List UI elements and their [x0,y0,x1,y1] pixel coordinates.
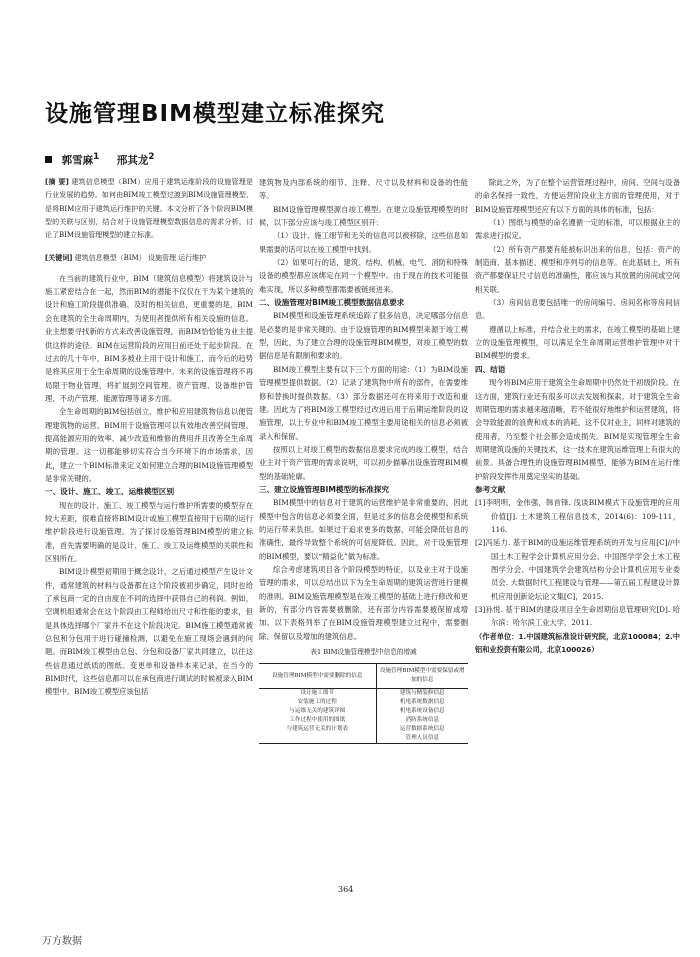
text-column-middle [259,176,468,744]
section-heading: 二、设施管理对BIM竣工模型数据信息要求 [259,298,405,308]
table-cell-remove [259,689,376,744]
list-item: （1）设计、施工细节和无关的信息可以被移除，这些信息如果需要的话可以在竣工模型中找到。 [259,231,468,254]
section-heading: 三、建立设施管理BIM模型的标准探究 [259,484,390,494]
table-header: 设施管理BIM模型中需要删除的信息 [259,664,376,689]
table-cell-line: 与建筑运营无关的计划表 [286,726,349,733]
table-cell-line: 设计施工细节 [300,690,335,697]
reference-item: [3]孙悦. 基于BIM的建设项目全生命周期信息管理研究[D]. 哈尔滨：哈尔滨工业大学，2011. [475,605,680,628]
table-cell-line: 安装施工的过程 [297,699,337,706]
author-name: 郭雪麻 [61,154,94,167]
list-item: （2）如果可行的话，建筑、结构、机械、电气、消防和特殊设备的模型都应该绑定在同一个模型中。由于现在的技术可能很难实现，所以多种模型都需要被链接进来。 [259,258,468,294]
list-item: （1）图纸与模型的命名遵循一定的标准，可以根据业主的需求进行拟定。 [475,218,680,241]
text-column-left [45,176,253,699]
paragraph: BIM模型中的信息对于建筑的运营维护是非常重要的，因此模型中包含的信息必须要全面，但是过多的信息会使模型和系统的运行带来负担。如果过于追求更多的数据，可能会降低信息的准确性，最终导致整个系统的可信度降低。因此，对于设施管理的BIM模型，要以“精益化”做为标准。 [259,498,468,561]
paragraph: 除此之外，为了在整个运营管理过程中，房间、空间与设备的命名保持一致性，方便运营阶段业主方面的管理使用，对于BIM设施管理模型还应有以下方面的具体的标准，包括： [475,178,680,214]
bullet-square-icon [45,156,52,163]
table-cell-line: 运营数据系统信息 [399,726,445,733]
table-cell-line: 建筑与精装修信息 [399,690,445,697]
paragraph: 综合考虑建筑项目各个阶段模型的特征，以及业主对于设施管理的需求，可以总结出以下为全生命周期的建筑运营进行建模的准则。BIM设施管理模型是在竣工模型的基础上进行修改和更新的，有部分内容需要被删除，还有部分内容需要被保留或增加。以下表格列举了在BIM设施管理模型建立过程中，需要删除、保留以及增加的建筑信息。 [259,564,468,641]
author-affiliation: （作者单位：1.中国建筑标准设计研究院，北京100084；2.中铝和业投资有限公司，北京100026） [475,631,680,655]
info-table [259,663,468,744]
keywords [45,252,253,265]
table-cell-line: 管理人员信息 [405,735,440,742]
keywords-label: [关键词] [45,254,73,263]
abstract [45,176,253,242]
table-cell-line: 消防系统信息 [405,717,440,724]
author-line [45,152,155,168]
reference-item: [1]李明明，金伟强，韩首锋. 浅谈BIM模式下设施管理的应用价值[J]. 土木建筑工程信息技术，2014(6)：109-111，116. [475,498,680,534]
table-cell-line: 工作过程中使用的图纸 [289,717,346,724]
table-header: 设施管理BIM模型中需要保留或增加的信息 [376,664,468,689]
section-heading: 四、结语 [475,364,506,374]
paragraph: BIM模型和设施管理系统追踪了很多信息，决定哪部分信息是必要的是非常关键的。由于设施管理的BIM模型来源于竣工模型，因此，为了建立合理的设施管理BIM模型，对竣工模型的数据信息是有限制和要求的。 [259,311,468,361]
table-cell-line: 与运维无关的建筑详图 [289,708,346,715]
abstract-text: 建筑信息模型（BIM）应用于建筑运维阶段的设施管理是行业发展的趋势。如何由BIM竣工模型过渡到BIM设施管理模型，是将BIM应用于建筑运行维护的关键。本文分析了各个阶段BIM模型的关联与区别，结合对于设施管理模型数据信息的需求分析，讨论了BIM设施管理模型的建立标准。 [45,178,254,240]
author-affiliation-mark: 1 [93,152,100,162]
paragraph: 现在的设计、施工、竣工模型与运行维护所需要的模型存在较大差距，很难直接将BIM设计或施工模型直接用于后期的运行维护阶段进行设施管理。为了探讨设施管理BIM模型的建立标准，首先需要明确的是设计、施工、竣工及运维模型的关联性和区别所在。 [45,500,253,563]
table-cell-line: 机电系统数据信息 [399,699,445,706]
list-item: （2）所有资产都要有能被标识出来的信息，包括：资产的制造商、基本描述、模型和序列号的信息等。在此基础上，所有资产都要保证尺寸信息的准确性，都应该与其放置的房间或空间相关联。 [475,244,680,294]
abstract-label: [摘 要] [45,178,69,186]
references-heading: 参考文献 [475,484,506,494]
paragraph: 在当前的建筑行业中，BIM（建筑信息模型）将建筑设计与施工紧密结合在一起，然而BIM的潜能不仅仅在于为某个建筑的设计和施工阶段提供准确、及时的相关信息，更重要的是，BIM会在建筑的全生命周期内，为使用者提供所有相关设施的信息。业主想要寻找新的方式来改善设施管理，而BIM恰恰能为业主提供这样的途径。BIM在运营阶段的应用日前还处于起步阶段。在过去的几十年中，BIM多被业主用于设计和施工，而今后的趋势是将其应用于全生命周期的设施管理中。未来的设施管理将不再局限于物业管理，将扩展到空间管理、资产管理、设备维护管理、不动产管理、能源管理等诸多方面。 [45,273,253,403]
paragraph: 按照以上对竣工模型的数据信息要求完成的竣工模型，结合业主对于资产管理的需求说明，可以初步描摹出设施管理BIM模型的基础轮廓。 [259,444,468,481]
paragraph: 现今将BIM应用于建筑全生命周期中仍然处于初级阶段。在这方面，建筑行业还有很多可以去发展和探索。对于建筑全生命周期管理的需求越来越清晰，若不能很好地维护和运营建筑，将会导致能源的浪费和成本的消耗。这不仅对业主，同样对建筑的使用者，乃至整个社会都会造成损失。BIM是实现管理全生命周期建筑设施的关键技术，这一技术在建筑运维管理上有很大的前景。具备合理性的设施管理BIM模型，能够为BIM在运行维护阶段发挥作用奠定坚实的基础。 [475,378,680,481]
list-item: （3）房间信息要包括唯一的房间编号、房间名称等房间信息。 [475,298,680,321]
paragraph: BIM设施管理模型源自竣工模型。在建立设施管理模型的时候，以下部分应该与竣工模型区别开： [259,204,468,228]
paragraph: 建筑物及内部系统的细节、注释、尺寸以及材料和设备的性能等。 [259,178,468,201]
paragraph: BIM竣工模型主要有以下三个方面的用途：（1）为BIM设施管理模型提供数据。（2）记录了建筑物中所有的部件，在需要维修和替换时提供数据。（3）部分数据还可在将来用于改造和重建。因此为了将BIM竣工模型经过改进后用于后期运维阶段的设施管理，以上专业中和BIM竣工模型主要用途相关的信息必须被录入和保留。 [259,364,468,441]
table-row [259,689,468,744]
paragraph: BIM设计模型初期用于概念设计，之后通过模型产生设计文件，通常建筑的材料与设备都在这个阶段被初步确定，同时也给了承包商一定的自由度在不同的选择中获得自己的利润。例如，空调机组通常会在这个阶段由工程师给出尺寸和性能的要求，但是具体选择哪个厂家并不在这个阶段决定。BIM施工模型通常被总包和分包用于进行碰撞检测，以避免在施工现场会遇到的问题。而BIM竣工模型由总包、分包和设备厂家共同建立，以往这些信息通过纸质的图纸、变更单和设备样本来记录，在当今的BIM时代，这些信息都可以在承包商进行调试的时候被录入BIM模型中。BIM竣工模型应该包括 [45,567,253,697]
footer-watermark: 万方数据 [42,936,82,947]
author-affiliation-mark: 2 [148,152,155,162]
author-name: 邢其龙 [116,154,149,167]
page-number: 364 [338,885,354,894]
section-heading: 一、设计、施工、竣工、运维模型区别 [45,487,175,497]
paragraph: 全生命周期的BIM包括创立、维护和应用建筑物信息以便管理建筑物的运营。BIM用于设施管理可以有效地改善空间管理、提高能源应用的效率、减少改造和维修的费用并且改善全生命周期的管理。这一切都能够切实符合当今环境下的市场需求，因此，建立一个BIM标准来定义如何建立合理的BIM设施管理模型是非常关键的。 [45,407,253,483]
reference-item: [2]冯延力. 基于BIM的设施运维管理系统的开发与应用[C]//中国土木工程学会计算机应用分会、中国图学学会土木工程图学分会、中国建筑学会建筑结构分会计算机应用专业委员会. 大数据时代工程建设与管理——第五届工程建设计算机应用创新论坛论文集[C]，2015. [475,538,680,601]
table-cell-keep [376,689,468,744]
paragraph: 遵循以上标准，并结合业主的需求，在竣工模型的基础上建立的设施管理模型，可以满足全生命周期运营维护管理中对于BIM模型的要求。 [475,324,680,361]
page-title: 设施管理BIM模型建立标准探究 [45,101,385,127]
text-column-right [475,176,680,656]
table-caption: 表1 BIM设施管理模型中信息的增减 [310,648,417,657]
keywords-text: 建筑信息模型（BIM） 设施管理 运行维护 [74,254,207,263]
table-cell-line: 机电系统设备信息 [399,708,445,715]
